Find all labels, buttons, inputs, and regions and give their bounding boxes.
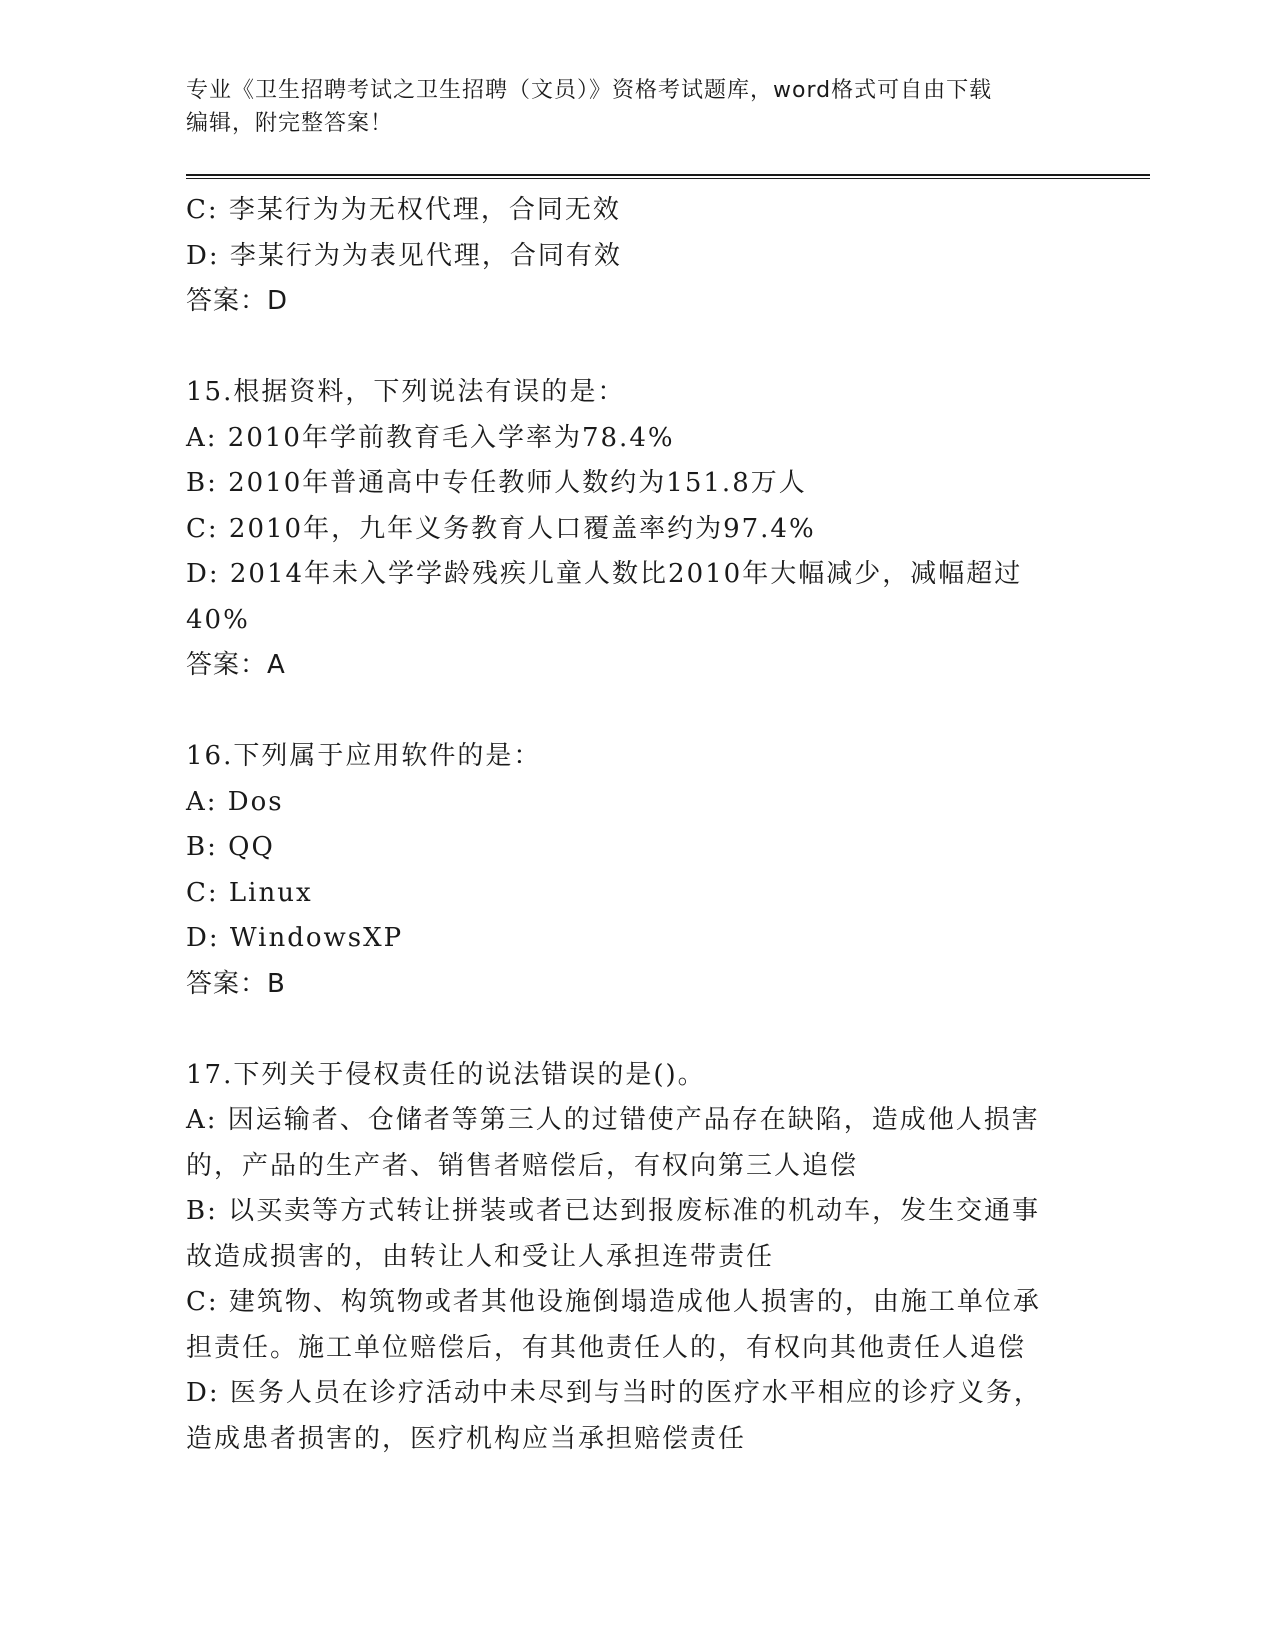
q15-option-c: C: 2010年，九年义务教育人口覆盖率约为97.4% — [186, 513, 816, 544]
spacer — [186, 1007, 1086, 1053]
question-14-tail — [186, 188, 1086, 325]
q16-option-d: D: WindowsXP — [186, 923, 404, 953]
question-16 — [186, 734, 1086, 1007]
question-17 — [186, 1053, 1086, 1463]
q14-option-d: D: 李某行为为表见代理，合同有效 — [186, 240, 622, 271]
question-list — [186, 188, 1086, 1462]
spacer — [186, 325, 1086, 371]
q17-option-a-line-2: 的，产品的生产者、销售者赔偿后，有权向第三人追偿 — [186, 1150, 859, 1181]
q15-option-a: A: 2010年学前教育毛入学率为78.4% — [186, 422, 675, 453]
q17-option-b-line-2: 故造成损害的，由转让人和受让人承担连带责任 — [186, 1241, 775, 1272]
q17-option-d-line-2: 造成患者损害的，医疗机构应当承担赔偿责任 — [186, 1423, 747, 1454]
q17-option-c-line-2: 担责任。施工单位赔偿后，有其他责任人的，有权向其他责任人追偿 — [186, 1332, 1027, 1363]
q17-option-a-line-1: A: 因运输者、仓储者等第三人的过错使产品存在缺陷，造成他人损害 — [186, 1105, 1040, 1135]
q16-option-a: A: Dos — [186, 786, 284, 817]
q15-question: 15.根据资料，下列说法有误的是： — [186, 377, 626, 407]
q16-question: 16.下列属于应用软件的是： — [186, 741, 542, 771]
q17-question: 17.下列关于侵权责任的说法错误的是()。 — [186, 1059, 706, 1090]
q16-option-b: B: QQ — [186, 832, 275, 862]
question-15 — [186, 370, 1086, 689]
q15-option-b: B: 2010年普通高中专任教师人数约为151.8万人 — [186, 468, 807, 498]
q14-option-c: C: 李某行为为无权代理，合同无效 — [186, 195, 621, 225]
q16-answer: 答案：B — [186, 968, 286, 999]
q17-option-b-line-1: B: 以买卖等方式转让拼装或者已达到报废标准的机动车，发生交通事 — [186, 1196, 1041, 1226]
spacer — [186, 689, 1086, 735]
q17-option-c-line-1: C: 建筑物、构筑物或者其他设施倒塌造成他人损害的，由施工单位承 — [186, 1287, 1041, 1317]
q15-option-d-line-2: 40% — [186, 604, 250, 635]
page-header — [186, 74, 1066, 140]
header-line-2: 编辑，附完整答案！ — [186, 111, 394, 136]
q15-answer: 答案：A — [186, 650, 286, 680]
q16-option-c: C: Linux — [186, 877, 313, 908]
q14-answer: 答案：D — [186, 286, 289, 316]
q17-option-d-line-1: D: 医务人员在诊疗活动中未尽到与当时的医疗水平相应的诊疗义务， — [186, 1378, 1042, 1408]
header-divider — [186, 174, 1150, 179]
q15-option-d-line-1: D: 2014年未入学学龄残疾儿童人数比2010年大幅减少，减幅超过 — [186, 559, 1023, 589]
header-line-1: 专业《卫生招聘考试之卫生招聘（文员）》资格考试题库，word格式可自由下载 — [186, 78, 993, 103]
